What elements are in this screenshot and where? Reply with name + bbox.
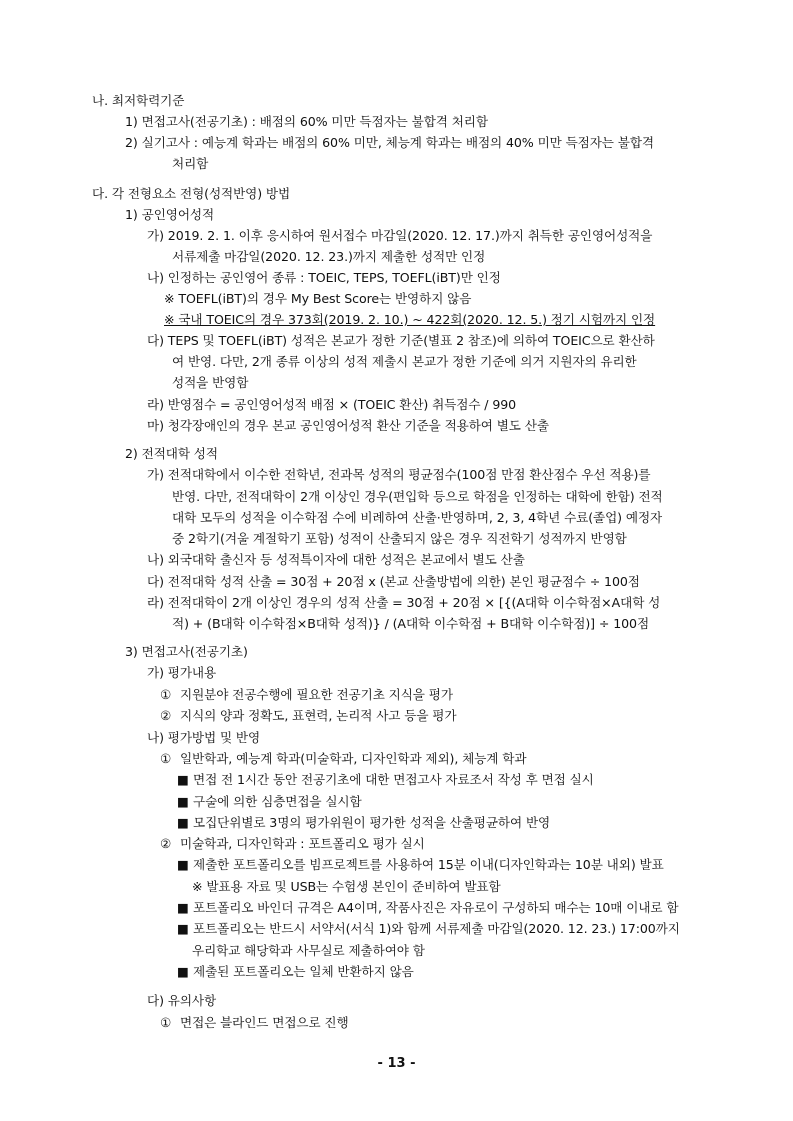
square-bullet-icon: ■ — [177, 772, 189, 787]
bullet-item-3 — [177, 815, 550, 831]
grades-item-ga-cont3: 중 2학기(겨울 계절학기 포함) 성적이 산출되지 않은 경우 직전학기 성적까지 반영함 — [172, 531, 627, 546]
interview-ga-text-2: 지식의 양과 정확도, 표현력, 논리적 사고 등을 평가 — [180, 708, 457, 723]
square-bullet-icon: ■ — [177, 900, 189, 915]
interview-ga-text-1: 지원분야 전공수행에 필요한 전공기초 지식을 평가 — [180, 687, 453, 702]
circled-number-1: ① — [160, 687, 172, 702]
interview-item-da: 다) 유의사항 — [147, 993, 217, 1008]
subheading-english-score: 1) 공인영어성적 — [125, 207, 215, 222]
page-number: - 13 - — [377, 1056, 416, 1071]
circled-number-1: ① — [160, 751, 172, 766]
bullet-text-2: 구술에 의한 심층면접을 실시함 — [193, 794, 362, 809]
bullet-text-1: 면접 전 1시간 동안 전공기초에 대한 면접고사 자료조서 작성 후 면접 실시 — [193, 772, 594, 787]
bullet-note-usb: ※ 발표용 자료 및 USB는 수험생 본인이 준비하여 발표함 — [192, 879, 501, 894]
bullet-item-1 — [177, 772, 594, 788]
grades-item-ga-cont2: 대학 모두의 성적을 이수학점 수에 비례하여 산출·반영하며, 2, 3, 4학년 수료(졸업) 예정자 — [172, 510, 663, 525]
circled-number-1: ① — [160, 1015, 172, 1030]
interview-da-text-1: 면접은 블라인드 면접으로 진행 — [180, 1015, 349, 1030]
square-bullet-icon: ■ — [177, 921, 189, 936]
grades-item-ga: 가) 전적대학에서 이수한 전학년, 전과목 성적의 평균점수(100점 만점 환산점수 우선 적용)를 — [147, 467, 651, 482]
english-item-ga: 가) 2019. 2. 1. 이후 응시하여 원서접수 마감일(2020. 12. 17.)까지 취득한 공인영어성적을 — [147, 228, 653, 243]
bullet-item-4 — [177, 857, 664, 873]
interview-item-ga: 가) 평가내용 — [147, 665, 217, 680]
english-item-ma: 마) 청각장애인의 경우 본교 공인영어성적 환산 기준을 적용하여 별도 산출 — [147, 418, 549, 433]
square-bullet-icon: ■ — [177, 964, 189, 979]
english-item-ga-cont: 서류제출 마감일(2020. 12. 23.)까지 제출한 성적만 인정 — [172, 249, 486, 264]
grades-item-ra-cont: 적) + (B대학 이수학점×B대학 성적)} / (A대학 이수학점 + B대학 이수학점)] ÷ 100점 — [172, 616, 650, 631]
bullet-item-7 — [177, 964, 414, 980]
interview-ga-circle-2 — [160, 708, 456, 724]
grades-item-ra: 라) 전적대학이 2개 이상인 경우의 성적 산출 = 30점 + 20점 × [{(A대학 이수학점×A대학 성 — [147, 595, 661, 610]
subheading-interview: 3) 면접고사(전공기초) — [125, 644, 248, 659]
english-item-da: 다) TEPS 및 TOEFL(iBT) 성적은 본교가 정한 기준(별표 2 참조)에 의하여 TOEIC으로 환산하 — [147, 333, 655, 348]
english-item-na: 나) 인정하는 공인영어 종류 : TOEIC, TEPS, TOEFL(iBT)만 인정 — [147, 270, 501, 285]
bullet-item-6-cont: 우리학교 해당학과 사무실로 제출하여야 함 — [192, 943, 425, 958]
item-interview-criteria: 1) 면접고사(전공기초) : 배점의 60% 미만 득점자는 불합격 처리함 — [125, 114, 488, 129]
item-practical-criteria-cont: 처리함 — [172, 156, 209, 171]
bullet-item-6 — [177, 921, 680, 937]
section-heading-minimum-criteria: 나. 최저학력기준 — [92, 93, 185, 108]
subheading-transfer-grades: 2) 전적대학 성적 — [125, 446, 218, 461]
bullet-text-5: 포트폴리오 바인더 규격은 A4이며, 작품사진은 자유로이 구성하되 매수는 10매 이내로 함 — [193, 900, 679, 915]
item-practical-criteria: 2) 실기고사 : 예능계 학과는 배점의 60% 미만, 체능계 학과는 배점의 40% 미만 득점자는 불합격 — [125, 135, 654, 150]
grades-item-da: 다) 전적대학 성적 산출 = 30점 + 20점 x (본교 산출방법에 의한) 본인 평균점수 ÷ 100점 — [147, 574, 640, 589]
bullet-text-6: 포트폴리오는 반드시 서약서(서식 1)와 함께 서류제출 마감일(2020. 12. 23.) 17:00까지 — [193, 921, 680, 936]
english-item-da-cont1: 여 반영. 다만, 2개 종류 이상의 성적 제출시 본교가 정한 기준에 의거 지원자의 유리한 — [172, 354, 637, 369]
interview-na-text-1: 일반학과, 예능계 학과(미술학과, 디자인학과 제외), 체능계 학과 — [180, 751, 527, 766]
circled-number-2: ② — [160, 708, 172, 723]
english-item-da-cont2: 성적을 반영함 — [172, 375, 249, 390]
english-note-toeic: ※ 국내 TOEIC의 경우 373회(2019. 2. 10.) ~ 422회(2020. 12. 5.) 정기 시험까지 인정 — [164, 312, 656, 327]
circled-number-2: ② — [160, 836, 172, 851]
interview-da-circle-1 — [160, 1015, 349, 1031]
interview-ga-circle-1 — [160, 687, 453, 703]
interview-item-na: 나) 평가방법 및 반영 — [147, 730, 261, 745]
english-note-toefl: ※ TOEFL(iBT)의 경우 My Best Score는 반영하지 않음 — [164, 291, 472, 306]
grades-item-na: 나) 외국대학 출신자 등 성적특이자에 대한 성적은 본교에서 별도 산출 — [147, 552, 525, 567]
english-item-ra: 라) 반영점수 = 공인영어성적 배점 × (TOEIC 환산) 취득점수 / 990 — [147, 397, 517, 412]
square-bullet-icon: ■ — [177, 794, 189, 809]
interview-na-text-2: 미술학과, 디자인학과 : 포트폴리오 평가 실시 — [180, 836, 425, 851]
bullet-item-2 — [177, 794, 362, 810]
bullet-text-4: 제출한 포트폴리오를 빔프로젝트를 사용하여 15분 이내(디자인학과는 10분 내외) 발표 — [193, 857, 664, 872]
bullet-text-7: 제출된 포트폴리오는 일체 반환하지 않음 — [193, 964, 414, 979]
grades-item-ga-cont1: 반영. 다만, 전적대학이 2개 이상인 경우(편입학 등으로 학점을 인정하는 대학에 한함) 전적 — [172, 489, 663, 504]
bullet-text-3: 모집단위별로 3명의 평가위원이 평가한 성적을 산출평균하여 반영 — [193, 815, 551, 830]
interview-na-circle-2 — [160, 836, 425, 852]
square-bullet-icon: ■ — [177, 815, 189, 830]
square-bullet-icon: ■ — [177, 857, 189, 872]
interview-na-circle-1 — [160, 751, 526, 767]
bullet-item-5 — [177, 900, 678, 916]
section-heading-evaluation-method: 다. 각 전형요소 전형(성적반영) 방법 — [92, 186, 291, 201]
